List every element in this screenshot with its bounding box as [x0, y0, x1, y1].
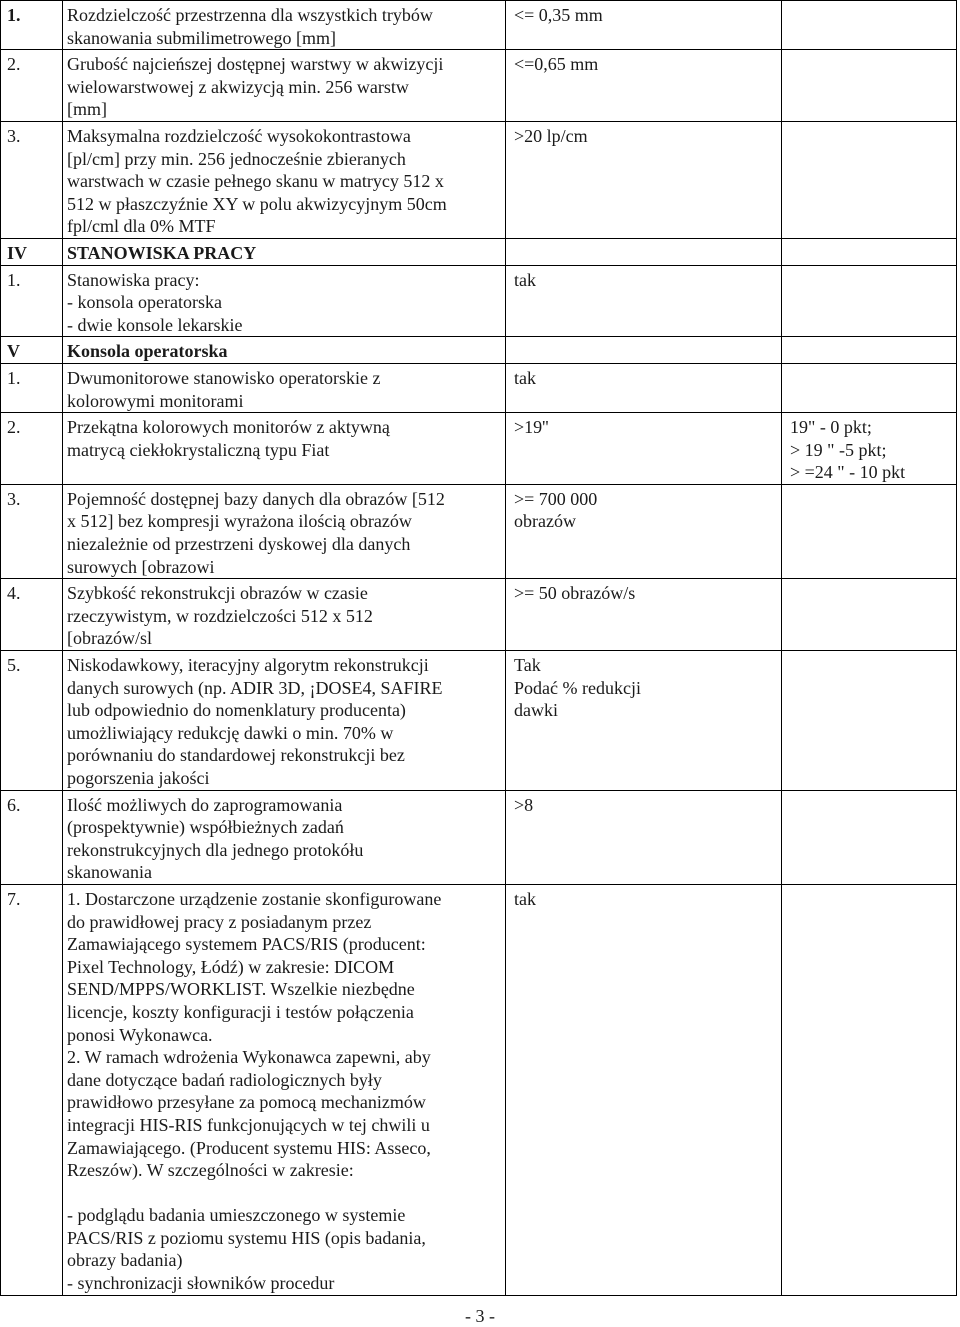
required-value: obrazów: [514, 511, 576, 532]
row-number: V: [7, 341, 20, 362]
scoring-cell: [782, 884, 957, 1295]
required-value-cell: [506, 790, 782, 884]
description-cell: [63, 651, 506, 791]
table-row: [1, 238, 957, 265]
row-number-cell: [1, 579, 63, 651]
required-value-cell: [506, 265, 782, 337]
required-value: tak: [514, 269, 536, 290]
description-line: rekonstrukcyjnych dla jednego protokółu: [67, 839, 364, 860]
required-value-cell: [506, 238, 782, 265]
required-value: <=0,65 mm: [514, 54, 599, 75]
description-line: wielowarstwowej z akwizycją min. 256 warstw: [67, 76, 409, 97]
required-value: >= 50 obrazów/s: [514, 583, 636, 604]
scoring-cell: [782, 238, 957, 265]
row-number: 1.: [7, 269, 21, 290]
scoring-cell: [782, 265, 957, 337]
description-line: 1. Dostarczone urządzenie zostanie skonfigurowane: [67, 888, 442, 909]
description-line: niezależnie od przestrzeni dyskowej dla danych: [67, 534, 411, 555]
description-line: Maksymalna rozdzielczość wysokokontrastowa: [67, 125, 411, 146]
row-number-cell: [1, 484, 63, 578]
description-cell: [63, 579, 506, 651]
row-number-cell: [1, 265, 63, 337]
description-line: 2. W ramach wdrożenia Wykonawca zapewni, aby: [67, 1047, 431, 1068]
description-line: kolorowymi monitorami: [67, 390, 244, 411]
table-row: [1, 484, 957, 578]
table-row: [1, 884, 957, 1295]
description-line: - podglądu badania umieszczonego w systemie: [67, 1205, 406, 1226]
description-line: Przekątna kolorowych monitorów z aktywną: [67, 417, 390, 438]
description-line: - dwie konsole lekarskie: [67, 314, 243, 335]
description-line: - konsola operatorska: [67, 292, 222, 313]
row-number-cell: [1, 238, 63, 265]
description-line: pogorszenia jakości: [67, 768, 210, 788]
required-value: <= 0,35 mm: [514, 5, 603, 25]
description-cell: [63, 363, 506, 412]
row-number: 3.: [7, 488, 21, 509]
description-line: [pl/cm] przy min. 256 jednocześnie zbieranych: [67, 148, 406, 169]
description-line: Zamawiającego systemem PACS/RIS (producent:: [67, 934, 426, 955]
description-cell: [63, 121, 506, 238]
description-cell: [63, 413, 506, 485]
scoring-cell: [782, 337, 957, 364]
description-cell: [63, 484, 506, 578]
scoring-cell: [782, 484, 957, 578]
row-number: 6.: [7, 794, 21, 815]
required-value: >20 lp/cm: [514, 125, 588, 146]
description-cell: [63, 337, 506, 364]
row-number: 7.: [7, 888, 21, 909]
description-line: fpl/cml dla 0% MTF: [67, 216, 216, 237]
scoring-cell: [782, 1, 957, 50]
required-value: >19'': [514, 417, 549, 438]
description-line: lub odpowiednio do nomenklatury producenta): [67, 700, 406, 721]
row-number: 3.: [7, 125, 21, 146]
description-line: Grubość najcieńszej dostępnej warstwy w akwizycji: [67, 54, 444, 75]
description-line: prawidłowo przesyłane za pomocą mechanizmów: [67, 1092, 426, 1113]
scoring-cell: [782, 579, 957, 651]
required-value-cell: [506, 50, 782, 122]
description-line: Ilość możliwych do zaprogramowania: [67, 794, 343, 815]
description-line: licencje, koszty konfiguracji i testów połączenia: [67, 1001, 414, 1022]
row-number: 2.: [7, 54, 21, 75]
description-line: Dwumonitorowe stanowisko operatorskie z: [67, 367, 381, 388]
description-line: rzeczywistym, w rozdzielczości 512 x 512: [67, 605, 373, 626]
description-line: 512 w płaszczyźnie XY w polu akwizycyjnym 50cm: [67, 193, 447, 214]
required-value: >8: [514, 794, 534, 815]
row-number-cell: [1, 363, 63, 412]
description-cell: [63, 884, 506, 1295]
description-line: [obrazów/sl: [67, 628, 152, 649]
scoring-cell: [782, 50, 957, 122]
row-number-cell: [1, 121, 63, 238]
row-number-cell: [1, 651, 63, 791]
required-value-cell: [506, 1, 782, 50]
table-row: [1, 790, 957, 884]
description-cell: [63, 790, 506, 884]
row-number-cell: [1, 1, 63, 50]
required-value-cell: [506, 884, 782, 1295]
row-number-cell: [1, 50, 63, 122]
table-row: [1, 413, 957, 485]
description-line: dane dotyczące badań radiologicznych były: [67, 1069, 382, 1090]
description-line: warstwach w czasie pełnego skanu w matrycy 512 x: [67, 171, 444, 192]
description-line: integracji HIS-RIS funkcjonujących w tej chwili u: [67, 1114, 430, 1135]
description-line: [67, 1182, 501, 1205]
scoring-line: > 19 " -5 pkt;: [790, 439, 887, 460]
row-number-cell: [1, 790, 63, 884]
required-value: Tak: [514, 655, 541, 676]
row-number: 1.: [7, 367, 21, 388]
row-number: 2.: [7, 417, 21, 438]
table-row: [1, 363, 957, 412]
description-line: do prawidłowej pracy z posiadanym przez: [67, 911, 372, 932]
description-line: Pixel Technology, Łódź) w zakresie: DICOM: [67, 956, 395, 977]
row-number-cell: [1, 337, 63, 364]
required-value-cell: [506, 363, 782, 412]
scoring-cell: [782, 363, 957, 412]
table-row: [1, 121, 957, 238]
required-value-cell: [506, 337, 782, 364]
required-value: dawki: [514, 700, 558, 721]
description-line: (prospektywnie) współbieżnych zadań: [67, 817, 344, 838]
description-line: Stanowiska pracy:: [67, 269, 200, 290]
row-number: IV: [7, 242, 28, 263]
description-line: porównaniu do standardowej rekonstrukcji bez: [67, 745, 405, 766]
required-value-cell: [506, 413, 782, 485]
required-value-cell: [506, 484, 782, 578]
description-line: [mm]: [67, 99, 107, 120]
required-value-cell: [506, 121, 782, 238]
description-cell: [63, 265, 506, 337]
required-value: tak: [514, 367, 536, 388]
description-line: skanowania: [67, 862, 152, 883]
row-number: 5.: [7, 655, 21, 676]
description-line: umożliwiający redukcję dawki o min. 70% w: [67, 722, 394, 743]
description-line: matrycą ciekłokrystaliczną typu Fiat: [67, 439, 330, 460]
description-cell: [63, 1, 506, 50]
scoring-cell: [782, 121, 957, 238]
description-cell: [63, 238, 506, 265]
description-line: skanowania submilimetrowego [mm]: [67, 27, 336, 48]
required-value: >= 700 000: [514, 488, 598, 509]
description-line: ponosi Wykonawca.: [67, 1024, 213, 1045]
description-line: STANOWISKA PRACY: [67, 242, 257, 263]
description-line: Konsola operatorska: [67, 341, 228, 362]
description-line: surowych [obrazowi: [67, 556, 215, 577]
page-number: - 3 -: [465, 1306, 495, 1326]
scoring-cell: [782, 651, 957, 791]
description-line: Rozdzielczość przestrzenna dla wszystkich trybów: [67, 5, 433, 25]
row-number: 4.: [7, 583, 21, 604]
description-line: x 512] bez kompresji wyrażona ilością obrazów: [67, 511, 412, 532]
required-value: tak: [514, 888, 536, 909]
scoring-cell: [782, 790, 957, 884]
required-value: Podać % redukcji: [514, 677, 641, 698]
description-cell: [63, 50, 506, 122]
scoring-line: > =24 " - 10 pkt: [790, 462, 906, 483]
description-line: obrazy badania): [67, 1250, 183, 1271]
description-line: Niskodawkowy, iteracyjny algorytm rekonstrukcji: [67, 655, 429, 676]
description-line: PACS/RIS z poziomu systemu HIS (opis badania,: [67, 1227, 426, 1248]
description-line: Rzeszów). W szczególności w zakresie:: [67, 1160, 354, 1181]
scoring-line: 19" - 0 pkt;: [790, 417, 872, 438]
description-line: Pojemność dostępnej bazy danych dla obrazów [512: [67, 488, 445, 509]
description-line: - synchronizacji słowników procedur: [67, 1273, 335, 1294]
row-number: 1.: [7, 5, 21, 25]
table-row: [1, 579, 957, 651]
description-line: SEND/MPPS/WORKLIST. Wszelkie niezbędne: [67, 979, 415, 1000]
table-row: [1, 265, 957, 337]
table-row: [1, 651, 957, 791]
table-row: [1, 50, 957, 122]
required-value-cell: [506, 651, 782, 791]
description-line: Szybkość rekonstrukcji obrazów w czasie: [67, 583, 368, 604]
row-number-cell: [1, 884, 63, 1295]
table-row: [1, 337, 957, 364]
table-row: [1, 1, 957, 50]
description-line: danych surowych (np. ADIR 3D, ¡DOSE4, SAFIRE: [67, 677, 443, 698]
required-value-cell: [506, 579, 782, 651]
row-number-cell: [1, 413, 63, 485]
scoring-cell: [782, 413, 957, 485]
description-line: Zamawiającego. (Producent systemu HIS: Asseco,: [67, 1137, 431, 1158]
